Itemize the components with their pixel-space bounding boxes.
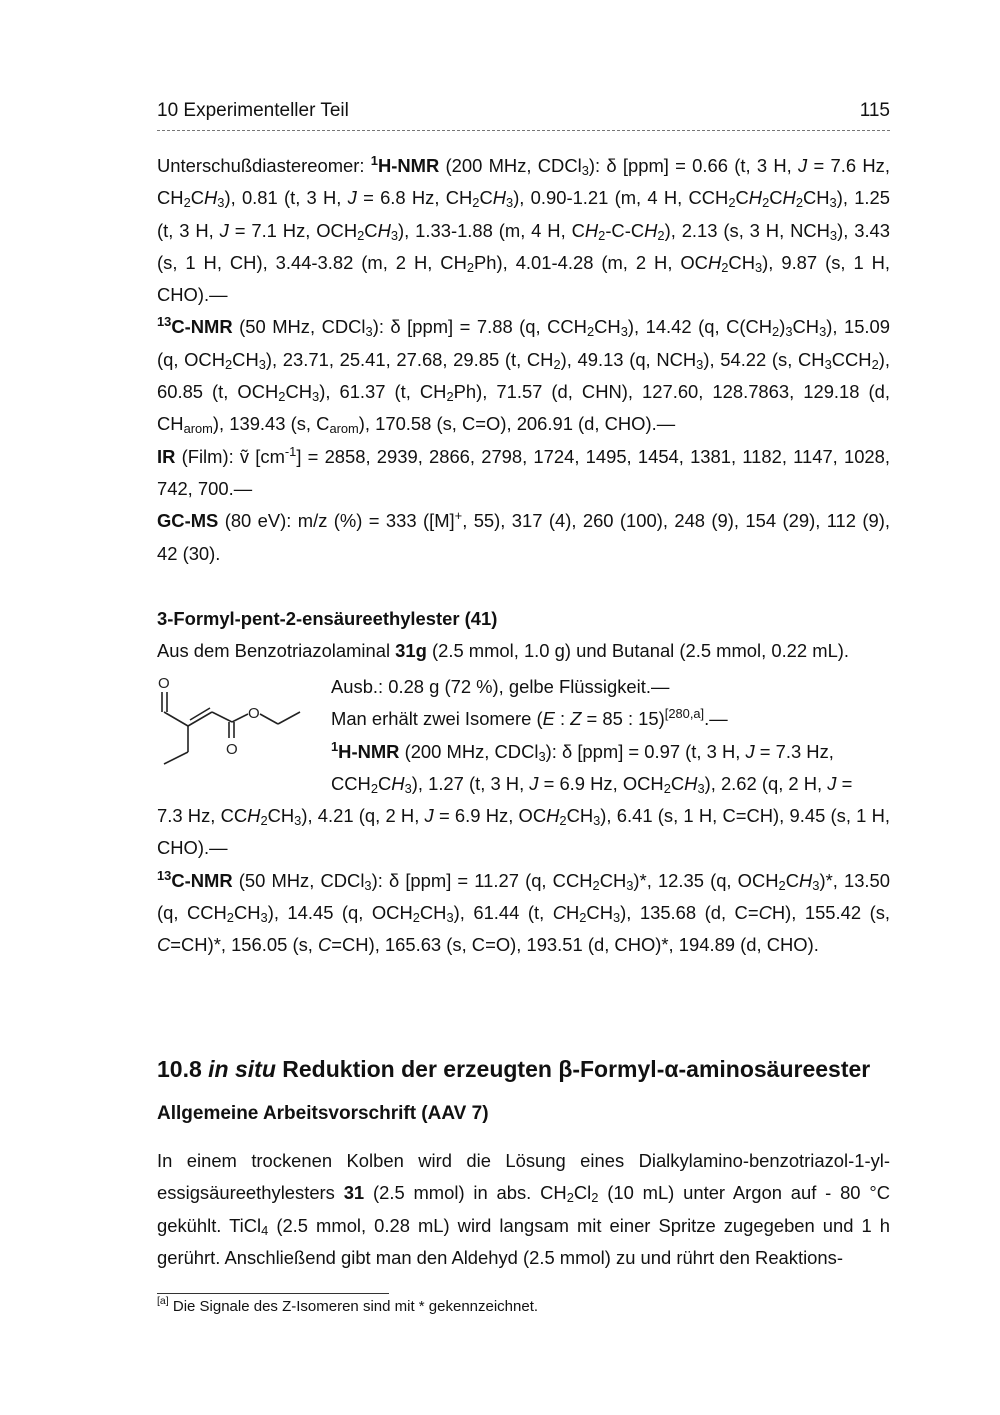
footnote-divider bbox=[157, 1293, 389, 1294]
footnote bbox=[157, 1295, 539, 1315]
c-nmr-minor: $^{13}$C-NMR (50 MHz, CDCl$_3$): δ [ppm] = 7.88 (q, $CCH_2CH_3$), 14.42 (q, $C(CH_2)_3CH_3$), 15.09 (q, $OCH_2CH_3$), 23.71, 25.41, 27.68, 29.85 (t, $CH_2$), 49.13 (q, $NCH_3$), 54.22 (s, $CH_3CCH_2$), 60.85 (t, $OCH_2CH_3$), 61.37 (t, $CH_2Ph$), 71.57 (d, CHN), 127.60, 128.7863, 129.18 (d, $CH_{arom}$), 139.43 (s, $C_{arom}$), 170.58 (s, C=O), 206.91 (d, CHO).— bbox=[157, 314, 890, 437]
c-nmr-41: $^{13}$C-NMR (50 MHz, CDCl$_3$): δ [ppm] = 11.27 (q, $CCH_2CH_3)*$, 12.35 (q, $OCH_2CH_3)*$, 13.50 (q, $CCH_2CH_3$), 14.45 (q, $OCH_2CH_3$), 61.44 (t, $CH_2CH_3$), 135.68 (d, C=CH), 155.42 (s, C=CH)*, 156.05 (s, C=CH), 165.63 (s, C=O), 193.51 (d, CHO)*, 194.89 (d, CHO). bbox=[157, 867, 890, 956]
compound-41-details bbox=[331, 671, 891, 800]
ir-data: IR (Film): ṽ $[cm^{-1}] = 2858$, 2939, 2866, 2798, 1724, 1495, 1454, 1381, 1182, 1147, 1028, 742, 700.— bbox=[157, 443, 890, 499]
footnote-text: Die Signale des Z-Isomeren sind mit * gekennzeichnet. bbox=[172, 1298, 539, 1315]
compound-41-nmr bbox=[157, 800, 890, 961]
page-header bbox=[157, 100, 890, 131]
compound-41-block bbox=[157, 603, 890, 668]
svg-text:O: O bbox=[158, 675, 170, 692]
h-nmr-41-start: $^1$H-NMR (200 MHz, CDCl$_3$): δ [ppm] = 0.97 (t, 3 H, J = 7.3 Hz, bbox=[331, 738, 834, 764]
chemical-structure-drawing bbox=[150, 674, 310, 766]
section-heading bbox=[157, 1056, 870, 1083]
h-nmr-minor: Unterschußdiastereomer: $^1$H-NMR (200 MHz, CDCl$_3$): δ [ppm] = 0.66 (t, 3 H, J = 7.6 Hz, $CH_2CH_3$), 0.81 (t, 3 H, J = 6.8 Hz, $CH_2CH_3$), 0.90-1.21 (m, 4 H, $CCH_2CH_2CH_2CH_3$), 1.25 (t, 3 H, J = 7.1 Hz, $OCH_2CH_3$), 1.33-1.88 (m, 4 H, $CH_2-C-CH_2$), 2.13 (s, 3 H, $NCH_3$), 3.43 (s, 1 H, CH), 3.44-3.82 (m, 2 H, $CH_2Ph$), 4.01-4.28 (m, 2 H, $OCH_2CH_3$), 9.87 (s, 1 H, CHO).— bbox=[157, 153, 891, 306]
section-title-rest: Reduktion der erzeugten β-Formyl-α-aminosäureester bbox=[282, 1056, 871, 1082]
footnote-mark: [a] bbox=[157, 1295, 169, 1307]
h-nmr-41-line2: $CCH_2CH_3$), 1.27 (t, 3 H, J = 6.9 Hz, $OCH_2CH_3$), 2.62 (q, 2 H, J = bbox=[331, 772, 853, 796]
svg-text:O: O bbox=[248, 705, 260, 722]
procedure-subheading: Allgemeine Arbeitsvorschrift (AAV 7) bbox=[157, 1103, 489, 1124]
isomer-text: Man erhält zwei Isomere (E : Z = 85 : 15)[280,a].— bbox=[331, 706, 728, 730]
compound-title: 3-Formyl-pent-2-ensäureethylester (41) bbox=[157, 608, 498, 629]
compound-intro: Aus dem Benzotriazolaminal 31g (2.5 mmol, 1.0 g) und Butanal (2.5 mmol, 0.22 mL). bbox=[157, 640, 850, 662]
section-number: 10.8 bbox=[157, 1056, 202, 1082]
h-nmr-41-rest: 7.3 Hz, $CCH_2CH_3$), 4.21 (q, 2 H, J = 6.9 Hz, $OCH_2CH_3$), 6.41 (s, 1 H, C=CH), 9.45 (s, 1 H, CHO).— bbox=[157, 805, 890, 859]
yield-text: Ausb.: 0.28 g (72 %), gelbe Flüssigkeit.— bbox=[331, 676, 670, 697]
spectral-data-continuation bbox=[157, 150, 890, 570]
page-number: 115 bbox=[859, 100, 890, 121]
chapter-title: 10 Experimenteller Teil bbox=[157, 100, 349, 121]
procedure-paragraph: In einem trockenen Kolben wird die Lösung eines Dialkylamino-benzotriazol-1-yl-essigsäureethylesters 31 (2.5 mmol) in abs. $CH_2Cl_2$ (10 mL) unter Argon auf - 80 °C gekühlt. TiCl$_4$ (2.5 mmol, 0.28 mL) wird langsam mit einer Spritze zugegeben und 1 h gerührt. Anschließend gibt man den Aldehyd (2.5 mmol) zu und rührt den Reaktions- bbox=[157, 1150, 890, 1268]
gcms-data: GC-MS (80 eV): m/z (%) = 333 ([M]+, 55), 317 (4), 260 (100), 248 (9), 154 (29), 112 (9), 42 (30). bbox=[157, 508, 890, 564]
procedure-text bbox=[157, 1145, 890, 1274]
svg-text:O: O bbox=[226, 741, 238, 758]
section-title-italic: in situ bbox=[208, 1056, 276, 1082]
